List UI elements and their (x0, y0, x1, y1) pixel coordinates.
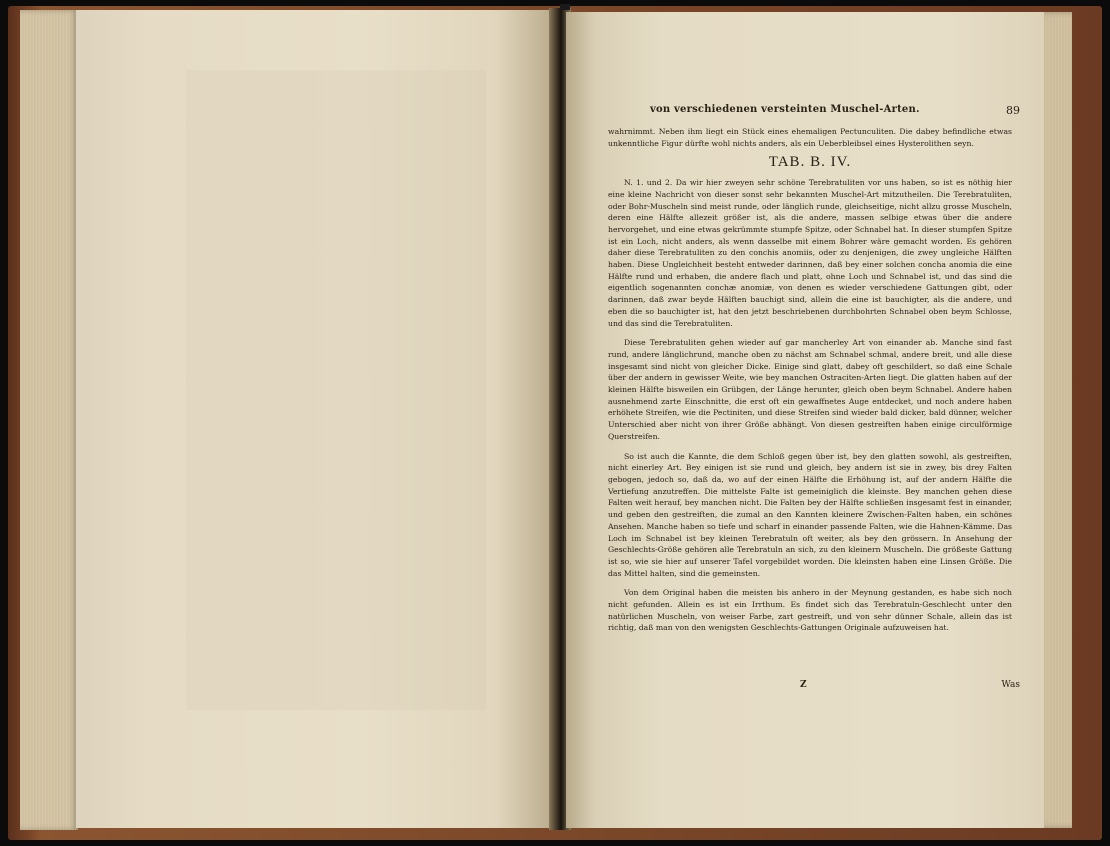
left-page-edges (20, 10, 78, 830)
running-head: von verschiedenen versteinten Muschel-Arten. (650, 104, 920, 115)
paragraph-4: Von dem Original haben die meisten bis anhero in der Meynung gestanden, es habe sich noch nicht gefunden. Allein es ist ein Irrthum. Es findet sich das Terebratuln-Geschlecht unter den natürlichen Muscheln, von weiser Farbe, zart gestreift, und von sehr dünner Schale, allein das ist richtig, daß man von den wenigsten Geschlechts-Gattungen Originale aufzuweisen hat. (608, 588, 1012, 633)
page-body (608, 126, 1012, 642)
plate-title: TAB. B. IV. (768, 154, 852, 171)
paragraph-3: So ist auch die Kannte, die dem Schloß gegen über ist, bey den glatten sowohl, als gestreiften, nicht einerley Art. Bey einigen ist sie rund und gleich, bey andern ist sie in zwey, bis drey Falten gebogen, jedoch so, daß da, wo auf der einen Hälfte die Erhöhung ist, auf der andern Hälfte die Vertiefung anzutreffen. Die mittelste Falte ist gemeiniglich die kleinste. Bey manchen gehen diese Falten weit herauf, bey manchen nicht. Die Falten bey der Hälfte schließen insgesamt fest in einander, und geben den gestreiften, die zumal an den Kannten kleinere Zwischen-Falten haben, ein schönes Ansehen. Manche haben so tiefe und scharf in einander passende Falten, wie die Hahnen-Kämme. Das Loch im Schnabel ist bey kleinen Terebratuln oft weiter, als bey den grössern. In Ansehung der Geschlechts-Größe gehören alle Terebratuln an sich, zu den kleinern Muscheln. Die größeste Gattung ist so, wie sie hier auf unserer Tafel vorgebildet worden. Die kleinsten haben eine Linsen Größe. Die das Mittel halten, sind die gemeinsten. (608, 451, 1012, 578)
paragraph-intro: wahrnimmt. Neben ihm liegt ein Stück eines ehemaligen Pectunculiten. Die dabey befindliche etwas unkenntliche Figur dürfte wohl nichts anders, als ein Ueberbleibsel eines Hysterolithen seyn. (608, 127, 1012, 148)
right-page (566, 12, 1044, 828)
paragraph-1: N. 1. und 2. Da wir hier zweyen sehr schöne Terebratuliten vor uns haben, so ist es nöthig hier eine kleine Nachricht von dieser sonst sehr bekannten Muschel-Art mitzutheilen. Die Terebratuliten, oder Bohr-Muscheln sind meist runde, oder länglich runde, gleichseitige, nicht allzu grosse Muscheln, deren eine Hälfte allezeit größer ist, als die andere, massen selbige etwas über die andere hervorgehet, und eine etwas gekrümmte stumpfe Spitze, oder Schnabel hat. In dieser stumpfen Spitze ist ein Loch, nicht anders, als wenn dasselbe mit einem Bohrer wäre gemacht worden. Es gehören daher diese Terebratuliten zu den conchis anomiis, oder zu denjenigen, die zwey ungleiche Hälften haben. Diese Ungleichheit besteht entweder darinnen, daß bey einer solchen concha anomia die eine Hälfte rund und erhaben, die andere flach und platt, ohne Loch und Schnabel ist, und das sind die eigentlich sogenannten conchæ anomiæ, von denen es wieder verschiedene Gattungen gibt, oder darinnen, daß zwar beyde Hälften bauchigt sind, allein die eine ist bauchigter, als die andere, und eben die so bauchigter ist, hat den jetzt beschriebenen durchbohrten Schnabel oben beym Schlosse, und das sind die Terebratuliten. (608, 178, 1012, 328)
page-footer (650, 680, 1020, 694)
page-number: 89 (1006, 104, 1020, 117)
catchword: Was (1001, 680, 1020, 690)
signature-mark: Z (800, 680, 807, 690)
left-page-blank (76, 10, 554, 828)
left-page-show-through (186, 70, 486, 710)
page-header (650, 104, 1020, 118)
scan-corner-mark (560, 4, 570, 10)
paragraph-2: Diese Terebratuliten gehen wieder auf gar mancherley Art von einander ab. Manche sind fast rund, andere länglichrund, manche oben zu nächst am Schnabel schmal, andere breit, und alle diese insgesamt sind nicht von gleicher Dicke. Einige sind glatt, dabey oft geschildert, so daß eine Schale über der andern in gewisser Weite, wie bey manchen Ostraciten-Arten liegt. Die glatten haben auf der kleinen Hälfte bisweilen ein Grübgen, der Länge herunter, gleich oben beym Schnabel. Andere haben ausnehmend zarte Einschnitte, die erst oft ein gewaffnetes Auge entdecket, und noch andere haben erhöhete Streifen, wie die Pectiniten, und diese Streifen sind wieder bald dicker, bald dünner, welcher Unterschied aber nicht von ihrer Größe abhängt. Von diesen gestreiften haben einige circulförmige Querstreifen. (608, 338, 1012, 441)
